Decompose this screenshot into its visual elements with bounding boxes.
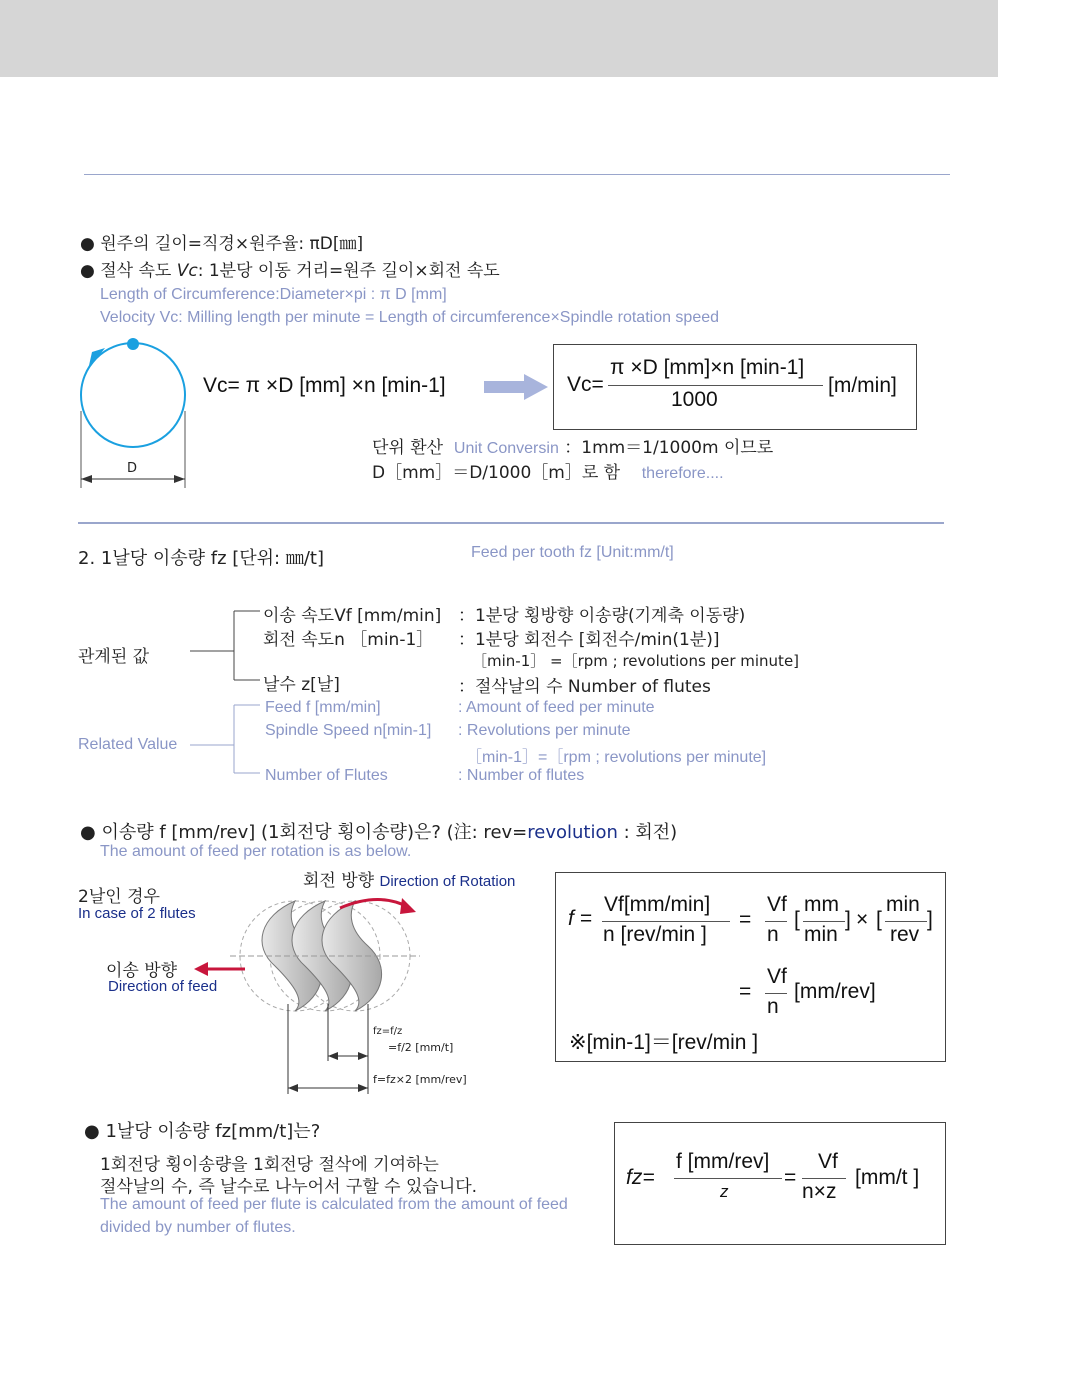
box2-line4: [885, 921, 927, 922]
box3-line1: [674, 1178, 782, 1179]
row-spindle-desc: ：1분당 회전수 [회전수/min(1분)]: [458, 630, 720, 650]
contact-point: [127, 338, 139, 350]
box2-f-eq: f =: [568, 907, 592, 930]
bracket-lines: [190, 605, 260, 795]
case-ko: 2날인 경우: [78, 887, 160, 907]
case-en: In case of 2 flutes: [78, 905, 196, 922]
rotation-label: 회전 방향 Direction of Rotation: [303, 871, 516, 891]
box3-eq: =: [784, 1166, 797, 1189]
dim-fz: fz=f/z: [373, 1026, 403, 1037]
diameter-label: D: [127, 461, 138, 476]
box2-den5: n: [767, 995, 779, 1018]
box2-eq: =: [739, 908, 752, 931]
feed-direction-ko: 이송 방향: [106, 961, 178, 981]
row-flutes-en-desc: : Number of flutes: [458, 767, 585, 784]
feed-direction-en: Direction of feed: [108, 978, 218, 995]
box1-denominator: 1000: [671, 388, 718, 411]
box2-den4: rev: [890, 923, 920, 946]
section2-title-en: Feed per tooth fz [Unit:mm/t]: [471, 544, 674, 561]
cutter-diagram: [190, 886, 490, 1096]
box3-unit: [mm/t ]: [855, 1166, 920, 1189]
box3-den1: z: [720, 1182, 729, 1201]
section3-en: The amount of feed per rotation is as below.: [100, 843, 412, 860]
box2-line5: [765, 993, 787, 994]
box2-bracket-close: ]: [845, 908, 851, 931]
row-flutes-name: 날수 z[날]: [263, 675, 340, 695]
box2-num3: mm: [804, 893, 839, 916]
dim-f: f=fz×2 [mm/rev]: [373, 1073, 467, 1086]
row-feed-speed-name: 이송 속도Vf [mm/min]: [263, 606, 442, 626]
divider-top: [84, 174, 950, 175]
box3-fz-eq: fz=: [626, 1166, 655, 1189]
box1-prefix: Vc=: [567, 373, 604, 396]
row-spindle-en-name: Spindle Speed n[min-1]: [265, 722, 432, 739]
section4-desc-2: 절삭날의 수, 즉 날수로 나누어서 구할 수 있습니다.: [100, 1177, 478, 1197]
box2-num1: Vf[mm/min]: [604, 893, 711, 916]
row-feed-en-desc: : Amount of feed per minute: [458, 699, 655, 716]
row-rpm-desc: ［min-1］ =［rpm ; revolutions per minute]: [472, 652, 800, 670]
header-bar: [0, 0, 998, 77]
box2-bracket-open: [: [794, 908, 800, 931]
box2-den1: n [rev/min ]: [603, 923, 707, 946]
box2-num2: Vf: [767, 893, 787, 916]
box1-numerator: π ×D [mm]×n [min-1]: [610, 356, 805, 379]
related-value-en: Related Value: [78, 736, 178, 753]
row-spindle-en-desc: : Revolutions per minute: [458, 722, 631, 739]
row-feed-en-name: Feed f [mm/min]: [265, 699, 381, 716]
velocity-formula: Vc= π ×D [mm] ×n [min-1]: [203, 374, 446, 397]
related-value-ko: 관계된 값: [78, 647, 150, 667]
row-flutes-en-name: Number of Flutes: [265, 767, 388, 784]
box2-unit2: [mm/rev]: [794, 980, 876, 1003]
box3-line2: [802, 1178, 846, 1179]
box2-eq2: =: [739, 980, 752, 1003]
box2-times: ×: [856, 908, 869, 931]
box1-unit: [m/min]: [828, 374, 897, 397]
velocity-en: Velocity Vc: Milling length per minute = Length of circumference×Spindle rotation speed: [100, 309, 720, 326]
bullet-circumference: ● 원주의 길이=직경×원주율: πD[㎜]: [80, 234, 364, 254]
section4-en-2: divided by number of flutes.: [100, 1219, 296, 1236]
arrow-right-icon: [484, 374, 550, 400]
section4-bullet: ● 1날당 이송량 fz[mm/t]는?: [84, 1121, 321, 1142]
box2-num5: Vf: [767, 965, 787, 988]
box2-bracket-open-2: [: [876, 908, 882, 931]
divider-section2: [78, 522, 944, 524]
box2-den3: min: [804, 923, 838, 946]
box2-line2: [765, 921, 787, 922]
bullet-velocity: ● 절삭 속도 Vc: 1분당 이동 거리=원주 길이×회전 속도: [80, 261, 500, 281]
unit-conversion-rule: D［mm］＝D/1000［m］로 함 therefore....: [372, 463, 724, 483]
box2-note: ※[min-1]＝[rev/min ]: [569, 1031, 759, 1054]
row-feed-speed-desc: ：1분당 횡방향 이송량(기계축 이동량): [458, 606, 746, 626]
unit-conversion-label: 단위 환산 Unit Conversin ：1mm＝1/1000m 이므로: [372, 438, 774, 458]
box3-den2: n×z: [802, 1180, 837, 1203]
dim-fz-2: =f/2 [mm/t]: [388, 1041, 454, 1054]
row-flutes-desc: ：절삭날의 수 Number of flutes: [458, 677, 711, 697]
box2-bracket-close-2: ]: [927, 908, 933, 931]
box1-fraction-line: [608, 385, 823, 386]
box2-line3: [803, 921, 845, 922]
section4-en-1: The amount of feed per flute is calculated from the amount of feed: [100, 1196, 568, 1213]
box2-line1: [602, 921, 730, 922]
section2-title: 2. 1날당 이송량 fz [단위: ㎜/t]: [78, 548, 324, 569]
row-rpm-en-desc: ［min-1］=［rpm ; revolutions per minute]: [466, 749, 767, 766]
box3-num1: f [mm/rev]: [676, 1150, 770, 1173]
box2-den2: n: [767, 923, 779, 946]
box2-num4: min: [886, 893, 920, 916]
circumference-en: Length of Circumference:Diameter×pi : π D [mm]: [100, 286, 447, 303]
row-spindle-name: 회전 속도n ［min-1］: [263, 630, 434, 650]
section4-desc-1: 1회전당 횡이송량을 1회전당 절삭에 기여하는: [100, 1155, 439, 1175]
section3-bullet: ● 이송량 f [mm/rev] (1회전당 횡이송량)은? (注: rev=revolution : 회전): [80, 822, 678, 843]
box3-num2: Vf: [818, 1150, 838, 1173]
